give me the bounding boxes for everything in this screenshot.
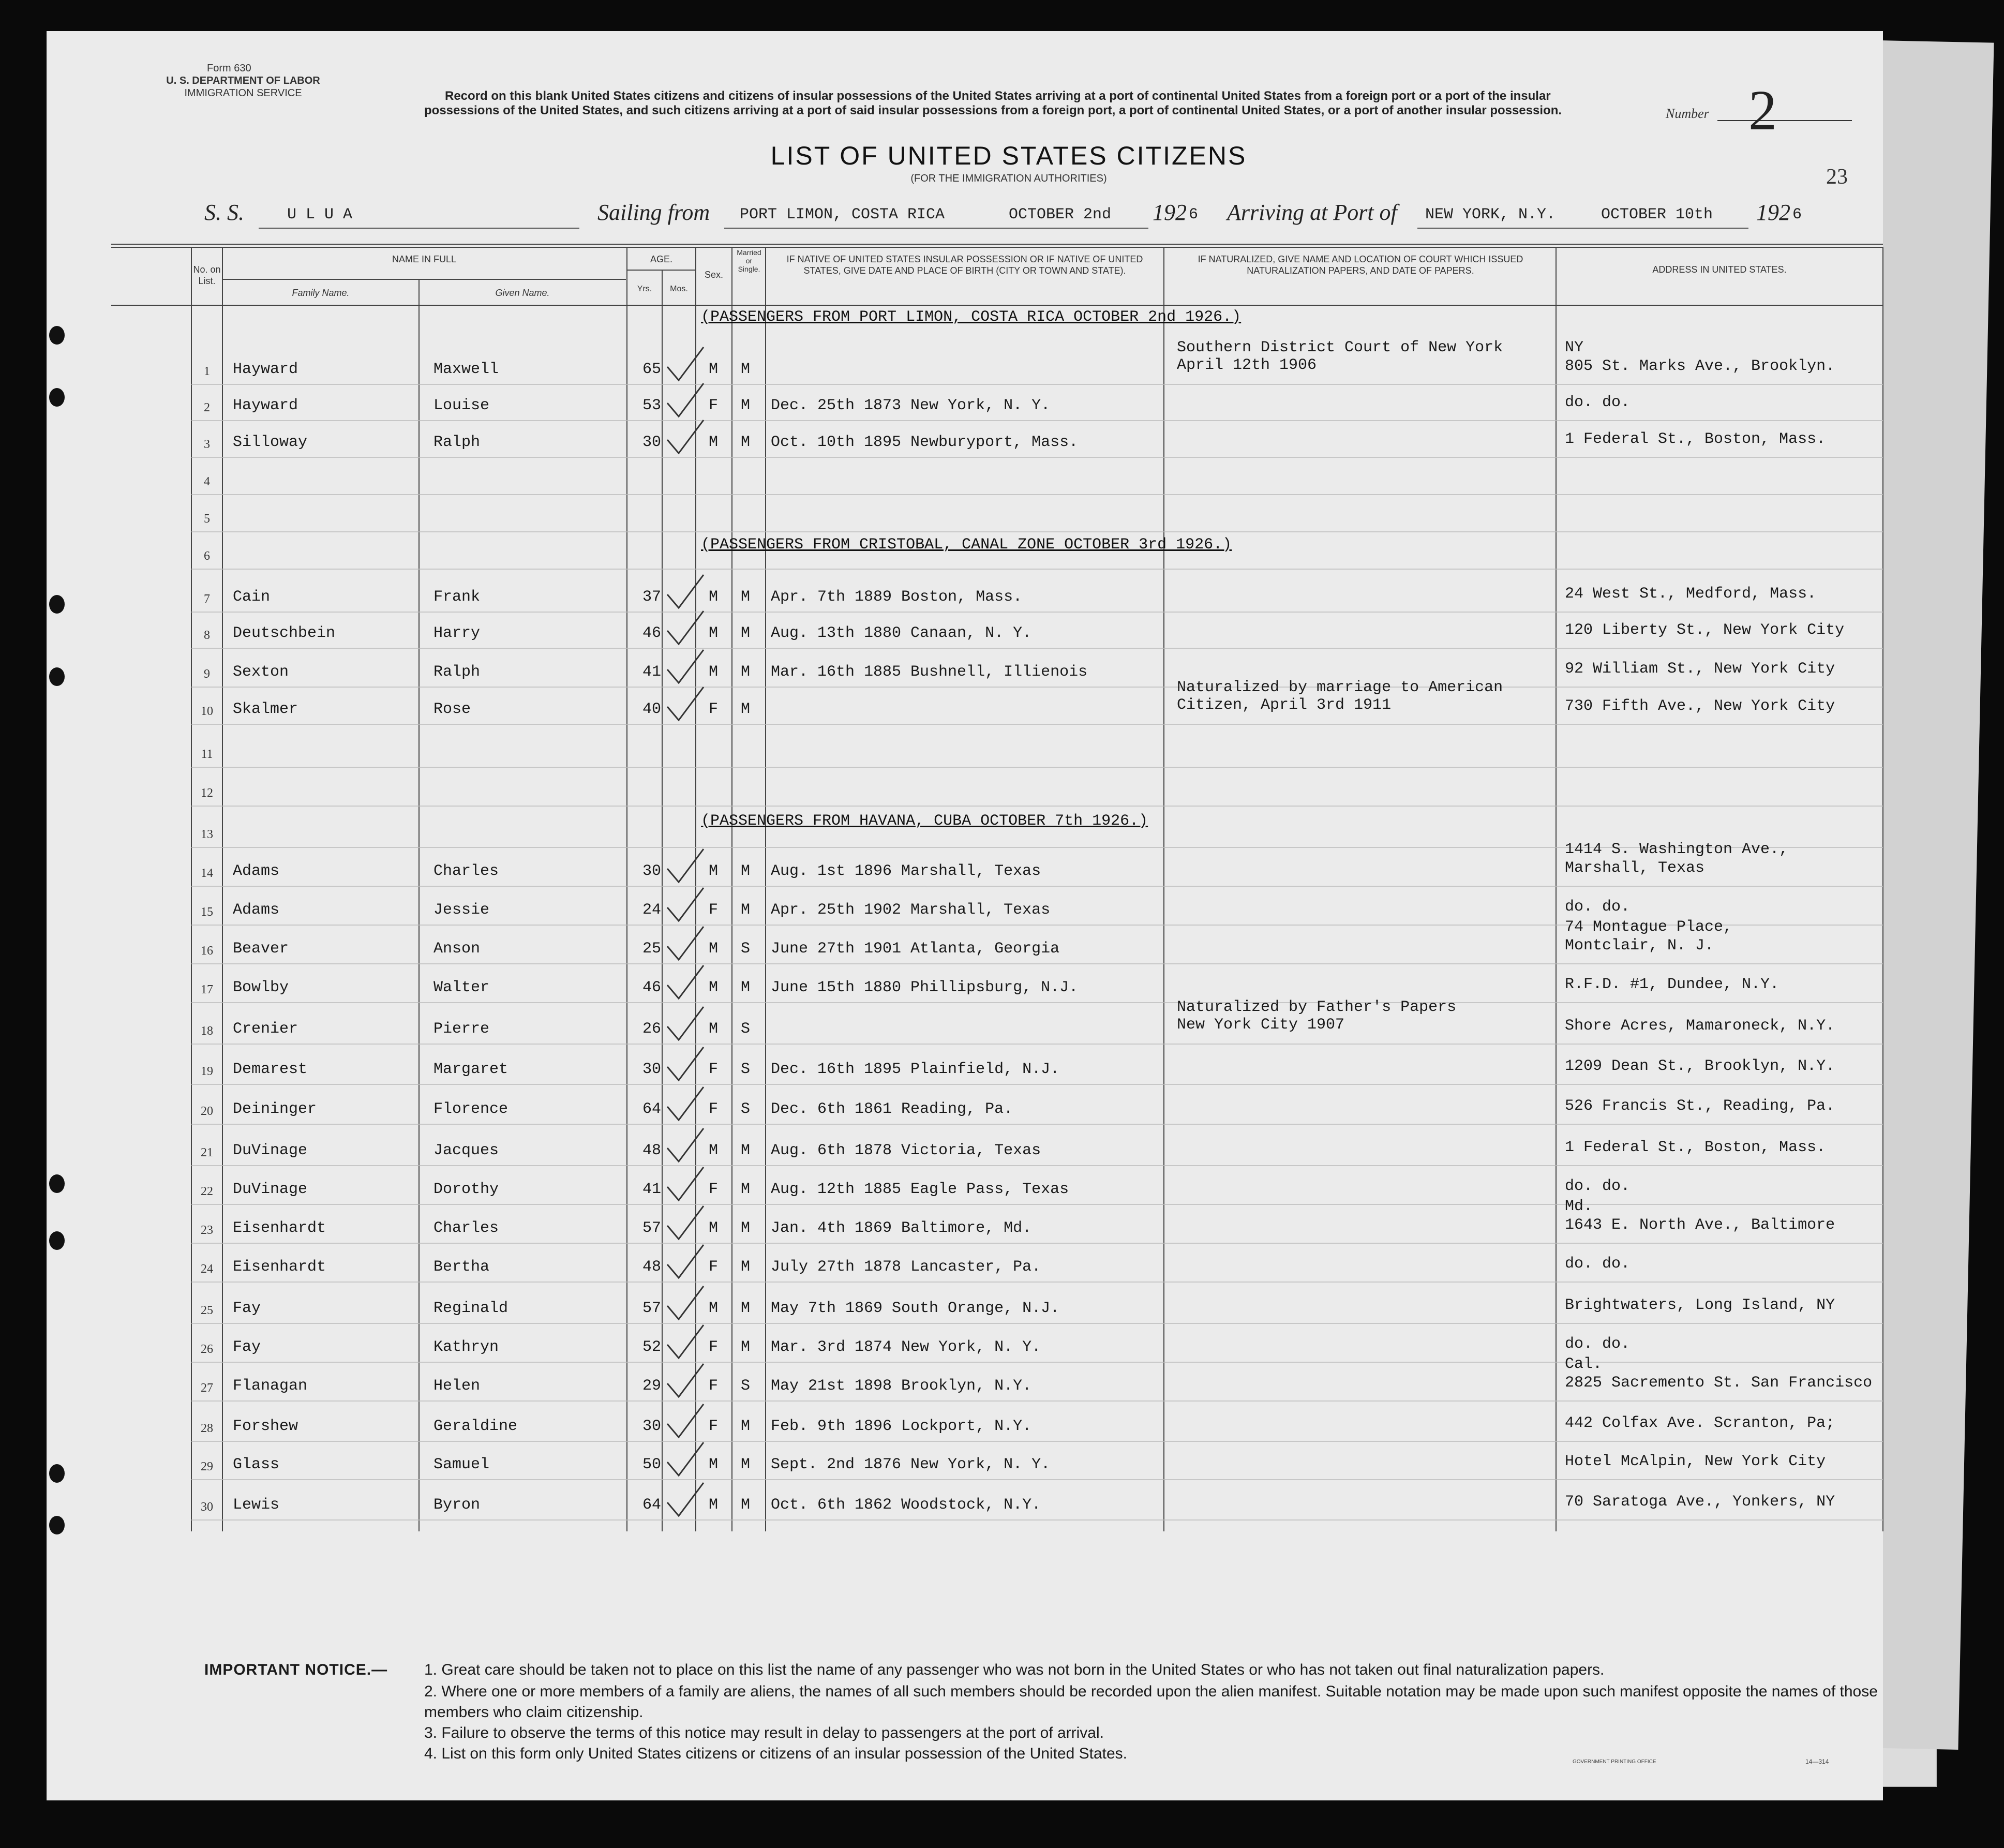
row-number: 24 [201, 1262, 213, 1276]
sex: M [709, 434, 719, 451]
given-name: Walter [433, 979, 490, 996]
address: 1643 E. North Ave., Baltimore [1565, 1216, 1835, 1234]
address: 805 St. Marks Ave., Brooklyn. [1565, 357, 1835, 375]
marital-status: S [741, 1377, 751, 1395]
given-name: Pierre [433, 1020, 490, 1038]
sex: F [709, 1061, 719, 1078]
sex: M [709, 1142, 719, 1159]
family-name: Adams [233, 901, 280, 919]
address: R.F.D. #1, Dundee, N.Y. [1565, 976, 1779, 993]
age-years: 24 [642, 901, 662, 919]
age-years: 41 [642, 1181, 662, 1198]
given-name: Bertha [433, 1258, 490, 1276]
row-number: 30 [201, 1500, 213, 1514]
department-name: U. S. DEPARTMENT OF LABOR [166, 75, 320, 86]
family-name: Sexton [233, 663, 289, 681]
printer-imprint: GOVERNMENT PRINTING OFFICE [1573, 1759, 1656, 1765]
page-subtitle: (FOR THE IMMIGRATION AUTHORITIES) [910, 173, 1107, 184]
row-number: 5 [204, 512, 210, 526]
marital-status: S [741, 1061, 751, 1078]
notice-item-4: 4. List on this form only United States citizens or citizens of an insular possession of the United States. [424, 1745, 1128, 1762]
birth-date-place: Dec. 25th 1873 New York, N. Y. [771, 397, 1051, 414]
address: 1 Federal St., Boston, Mass. [1565, 430, 1826, 448]
given-name: Harry [433, 624, 481, 642]
sex: M [709, 1456, 719, 1473]
sex: M [709, 862, 719, 880]
family-name: Deininger [233, 1100, 317, 1118]
col-header-address: ADDRESS IN UNITED STATES. [1652, 264, 1787, 275]
service-name: IMMIGRATION SERVICE [184, 87, 302, 99]
birth-date-place: Aug. 6th 1878 Victoria, Texas [771, 1142, 1041, 1159]
family-name: Hayward [233, 397, 298, 414]
address: do. do. [1565, 1255, 1631, 1273]
age-years: 57 [642, 1300, 662, 1317]
given-name: Charles [433, 1219, 499, 1237]
age-years: 53 [642, 397, 662, 414]
row-number: 15 [201, 905, 213, 919]
age-years: 25 [642, 940, 662, 958]
birth-date-place: Aug. 12th 1885 Eagle Pass, Texas [771, 1181, 1069, 1198]
row-number: 18 [201, 1024, 213, 1038]
address: do. do. [1565, 898, 1631, 916]
form-code: 14—314 [1805, 1758, 1829, 1765]
marital-status: M [741, 701, 751, 718]
birth-date-place: Sept. 2nd 1876 New York, N. Y. [771, 1456, 1051, 1473]
age-years: 50 [642, 1456, 662, 1473]
family-name: Bowlby [233, 979, 289, 996]
family-name: Adams [233, 862, 280, 880]
naturalization-detail: New York City 1907 [1177, 1016, 1345, 1034]
sex: M [709, 361, 719, 378]
marital-status: M [741, 397, 751, 414]
address: 24 West St., Medford, Mass. [1565, 585, 1817, 603]
marital-status: M [741, 1418, 751, 1435]
family-name: Demarest [233, 1061, 308, 1078]
birth-date-place: Apr. 7th 1889 Boston, Mass. [771, 588, 1023, 606]
family-name: Deutschbein [233, 624, 336, 642]
given-name: Geraldine [433, 1418, 518, 1435]
number-value: 2 [1748, 79, 1777, 142]
age-years: 52 [642, 1338, 662, 1356]
row-number: 19 [201, 1065, 213, 1078]
birth-date-place: Mar. 16th 1885 Bushnell, Illienois [771, 663, 1088, 681]
sex: F [709, 1418, 719, 1435]
port-to-underline [1417, 228, 1748, 229]
sex: M [709, 1020, 719, 1038]
notice-item-2: 2. Where one or more members of a family are aliens, the names of all such members should be recorded upon the alien manifest. Suitable notation may be made upon such manifest opposite the names of those members who claim citizenship. [424, 1683, 1878, 1721]
birth-date-place: July 27th 1878 Lancaster, Pa. [771, 1258, 1041, 1276]
age-years: 40 [642, 701, 662, 718]
col-header-no: No. on List. [193, 264, 221, 286]
notice-item-1: 1. Great care should be taken not to place on this list the name of any passenger who was not born in the United States or who has not taken out final naturalization papers. [424, 1661, 1605, 1678]
family-name: Fay [233, 1300, 261, 1317]
given-name: Samuel [433, 1456, 490, 1473]
col-header-family: Family Name. [292, 288, 350, 298]
address: do. do. [1565, 1335, 1631, 1353]
age-years: 48 [642, 1142, 662, 1159]
address: 442 Colfax Ave. Scranton, Pa; [1565, 1414, 1835, 1432]
row-number: 2 [204, 401, 210, 414]
marital-status: M [741, 1142, 751, 1159]
address: 730 Fifth Ave., New York City [1565, 697, 1835, 715]
given-name: Helen [433, 1377, 481, 1395]
address: 526 Francis St., Reading, Pa. [1565, 1097, 1835, 1115]
marital-status: M [741, 1300, 751, 1317]
birth-date-place: Aug. 13th 1880 Canaan, N. Y. [771, 624, 1032, 642]
marital-status: M [741, 1181, 751, 1198]
address: Montclair, N. J. [1565, 937, 1714, 955]
important-notice [204, 1660, 1891, 1764]
family-name: Glass [233, 1456, 280, 1473]
sex: F [709, 1100, 719, 1118]
form-number: Form 630 [207, 63, 251, 74]
row-number: 26 [201, 1343, 213, 1356]
row-number: 1 [204, 365, 210, 378]
given-name: Byron [433, 1496, 481, 1514]
family-name: Fay [233, 1338, 261, 1356]
given-name: Ralph [433, 663, 481, 681]
row-number: 27 [201, 1381, 213, 1395]
section-heading-havana: (PASSENGERS FROM HAVANA, CUBA OCTOBER 7th 1926.) [701, 812, 1148, 830]
marital-status: M [741, 663, 751, 681]
notice-item-3: 3. Failure to observe the terms of this notice may result in delay to passengers at the port of arrival. [424, 1724, 1104, 1741]
marital-status: M [741, 1496, 751, 1514]
given-name: Charles [433, 862, 499, 880]
notice-lead: IMPORTANT NOTICE.— [204, 1661, 388, 1678]
age-years: 30 [642, 1061, 662, 1078]
row-number: 11 [201, 748, 213, 761]
sex: F [709, 397, 719, 414]
birth-date-place: May 7th 1869 South Orange, N.J. [771, 1300, 1060, 1317]
given-name: Ralph [433, 434, 481, 451]
year-prefix-to: 192 [1756, 200, 1790, 225]
given-name: Anson [433, 940, 481, 958]
address-line-above: 1414 S. Washington Ave., [1565, 841, 1789, 858]
sex: M [709, 663, 719, 681]
col-header-yrs: Yrs. [637, 285, 652, 293]
marital-status: M [741, 361, 751, 378]
page-number: 23 [1826, 165, 1848, 189]
birth-date-place: June 27th 1901 Atlanta, Georgia [771, 940, 1060, 958]
row-number: 3 [204, 438, 210, 451]
number-line [1717, 120, 1852, 121]
family-name: Cain [233, 588, 271, 606]
form-header [124, 62, 362, 99]
address-line-above: Cal. [1565, 1355, 1603, 1373]
birth-date-place: Mar. 3rd 1874 New York, N. Y. [771, 1338, 1041, 1356]
row-number: 29 [201, 1460, 213, 1473]
address: Shore Acres, Mamaroneck, N.Y. [1565, 1017, 1835, 1035]
row-number: 12 [201, 786, 213, 800]
age-years: 48 [642, 1258, 662, 1276]
birth-date-place: Dec. 16th 1895 Plainfield, N.J. [771, 1061, 1060, 1078]
sex: M [709, 1496, 719, 1514]
birth-date-place: Apr. 25th 1902 Marshall, Texas [771, 901, 1051, 919]
sex: M [709, 979, 719, 996]
address: Hotel McAlpin, New York City [1565, 1453, 1826, 1470]
row-number: 22 [201, 1185, 213, 1198]
row-number: 10 [201, 705, 213, 718]
row-number: 6 [204, 549, 210, 563]
address: 70 Saratoga Ave., Yonkers, NY [1565, 1493, 1835, 1511]
sex: F [709, 1181, 719, 1198]
given-name: Louise [433, 397, 490, 414]
marital-status: M [741, 979, 751, 996]
address: 1209 Dean St., Brooklyn, N.Y. [1565, 1057, 1835, 1075]
sex: F [709, 901, 719, 919]
address: do. do. [1565, 1178, 1631, 1195]
ship-name: U L U A [287, 206, 353, 223]
ss-label: S. S. [204, 200, 244, 225]
ship-underline [259, 228, 579, 229]
family-name: Silloway [233, 434, 308, 451]
birth-date-place: May 21st 1898 Brooklyn, N.Y. [771, 1377, 1032, 1395]
age-years: 46 [642, 979, 662, 996]
col-header-age: AGE. [650, 254, 672, 264]
given-name: Rose [433, 701, 471, 718]
age-years: 64 [642, 1100, 662, 1118]
address: Brightwaters, Long Island, NY [1565, 1296, 1835, 1314]
col-header-mos: Mos. [670, 285, 688, 293]
row-number: 14 [201, 867, 213, 880]
address-line-above: NY [1565, 339, 1584, 356]
birth-date-place: June 15th 1880 Phillipsburg, N.J. [771, 979, 1079, 996]
given-name: Maxwell [433, 361, 499, 378]
marital-status: S [741, 1100, 751, 1118]
age-years: 65 [642, 361, 662, 378]
col-header-sex: Sex. [704, 270, 724, 280]
naturalization: Naturalized by Father's Papers [1177, 998, 1457, 1016]
family-name: Lewis [233, 1496, 280, 1514]
year-to: 6 [1792, 206, 1802, 223]
given-name: Florence [433, 1100, 509, 1118]
sex: M [709, 588, 719, 606]
naturalization: Naturalized by marriage to American [1177, 679, 1503, 696]
given-name: Jessie [433, 901, 490, 919]
address: Marshall, Texas [1565, 859, 1705, 877]
address: 120 Liberty St., New York City [1565, 621, 1845, 639]
date-to: OCTOBER 10th [1601, 206, 1713, 223]
col-header-given: Given Name. [495, 288, 550, 298]
family-name: Crenier [233, 1020, 298, 1038]
sex: F [709, 1338, 719, 1356]
age-years: 57 [642, 1219, 662, 1237]
age-years: 64 [642, 1496, 662, 1514]
family-name: Skalmer [233, 701, 298, 718]
birth-date-place: Feb. 9th 1896 Lockport, N.Y. [771, 1418, 1032, 1435]
row-number: 7 [204, 592, 210, 606]
row-number: 21 [201, 1146, 213, 1159]
year-from: 6 [1189, 206, 1199, 223]
birth-date-place: Oct. 6th 1862 Woodstock, N.Y. [771, 1496, 1041, 1514]
section-heading-cristobal: (PASSENGERS FROM CRISTOBAL, CANAL ZONE OCTOBER 3rd 1926.) [701, 536, 1232, 554]
sex: F [709, 701, 719, 718]
col-header-birth: IF NATIVE OF UNITED STATES INSULAR POSSESSION OR IF NATIVE OF UNITED STATES, GIVE DATE AND PLACE OF BIRTH (CITY OR TOWN AND STATE). [786, 254, 1143, 276]
row-number: 4 [204, 475, 210, 488]
row-number: 28 [201, 1422, 213, 1435]
marital-status: M [741, 901, 751, 919]
col-header-naturalized: IF NATURALIZED, GIVE NAME AND LOCATION OF COURT WHICH ISSUED NATURALIZATION PAPERS, AND DATE OF PAPERS. [1198, 254, 1523, 276]
given-name: Jacques [433, 1142, 499, 1159]
marital-status: M [741, 1456, 751, 1473]
family-name: Hayward [233, 361, 298, 378]
sex: M [709, 940, 719, 958]
age-years: 29 [642, 1377, 662, 1395]
family-name: Eisenhardt [233, 1258, 326, 1276]
row-number: 16 [201, 944, 213, 958]
col-header-name: NAME IN FULL [392, 254, 457, 264]
row-number: 17 [201, 983, 213, 996]
age-years: 37 [642, 588, 662, 606]
marital-status: M [741, 862, 751, 880]
marital-status: M [741, 1219, 751, 1237]
birth-date-place: Dec. 6th 1861 Reading, Pa. [771, 1100, 1013, 1118]
sex: M [709, 624, 719, 642]
marital-status: M [741, 1338, 751, 1356]
marital-status: S [741, 1020, 751, 1038]
marital-status: M [741, 624, 751, 642]
date-from: OCTOBER 2nd [1009, 206, 1112, 223]
age-years: 30 [642, 1418, 662, 1435]
address: 2825 Sacremento St. San Francisco [1565, 1374, 1873, 1392]
age-years: 30 [642, 862, 662, 880]
age-years: 26 [642, 1020, 662, 1038]
age-years: 41 [642, 663, 662, 681]
family-name: Forshew [233, 1418, 298, 1435]
sex: M [709, 1219, 719, 1237]
marital-status: S [741, 940, 751, 958]
section-heading-port-limon: (PASSENGERS FROM PORT LIMON, COSTA RICA OCTOBER 2nd 1926.) [701, 308, 1242, 326]
row-number: 8 [204, 629, 210, 642]
marital-status: M [741, 1258, 751, 1276]
port-from-underline [724, 228, 1148, 229]
row-number: 13 [201, 828, 213, 841]
family-name: DuVinage [233, 1142, 308, 1159]
address: 92 William St., New York City [1565, 660, 1835, 678]
age-years: 46 [642, 624, 662, 642]
arriving-label: Arriving at Port of [1227, 200, 1397, 225]
sailing-from-label: Sailing from [597, 200, 710, 225]
sex: F [709, 1377, 719, 1395]
col-header-married: Married or Single. [737, 248, 761, 273]
year-prefix-from: 192 [1153, 200, 1187, 225]
naturalization-detail: April 12th 1906 [1177, 356, 1317, 374]
given-name: Reginald [433, 1300, 509, 1317]
birth-date-place: Jan. 4th 1869 Baltimore, Md. [771, 1219, 1032, 1237]
naturalization: Southern District Court of New York [1177, 339, 1503, 356]
family-name: Flanagan [233, 1377, 308, 1395]
row-number: 9 [204, 667, 210, 681]
family-name: DuVinage [233, 1181, 308, 1198]
port-to: NEW YORK, N.Y. [1425, 206, 1556, 223]
given-name: Margaret [433, 1061, 509, 1078]
address: 1 Federal St., Boston, Mass. [1565, 1139, 1826, 1156]
address-line-above: 74 Montague Place, [1565, 918, 1733, 936]
row-number: 20 [201, 1105, 213, 1118]
row-number: 25 [201, 1304, 213, 1317]
address-line-above: Md. [1565, 1198, 1593, 1215]
family-name: Eisenhardt [233, 1219, 326, 1237]
birth-date-place: Aug. 1st 1896 Marshall, Texas [771, 862, 1041, 880]
family-name: Beaver [233, 940, 289, 958]
number-label: Number [1666, 106, 1709, 121]
record-instructions: Record on this blank United States citizens and citizens of insular possessions of the United States arriving at a port of continental United States from a foreign port or a port of the insular possessions of the United States, and such citizens arriving at a port of said insular possessions from a foreign port, a port of continental United States, or a port of another insular possession. [424, 89, 1562, 117]
age-years: 30 [642, 434, 662, 451]
naturalization-detail: Citizen, April 3rd 1911 [1177, 696, 1392, 714]
page-title: LIST OF UNITED STATES CITIZENS [770, 141, 1247, 170]
given-name: Dorothy [433, 1181, 499, 1198]
birth-date-place: Oct. 10th 1895 Newburyport, Mass. [771, 434, 1079, 451]
sex: M [709, 1300, 719, 1317]
row-number: 23 [201, 1224, 213, 1237]
marital-status: M [741, 434, 751, 451]
port-from: PORT LIMON, COSTA RICA [740, 206, 945, 223]
given-name: Frank [433, 588, 481, 606]
given-name: Kathryn [433, 1338, 499, 1356]
sex: F [709, 1258, 719, 1276]
address: do. do. [1565, 394, 1631, 411]
marital-status: M [741, 588, 751, 606]
